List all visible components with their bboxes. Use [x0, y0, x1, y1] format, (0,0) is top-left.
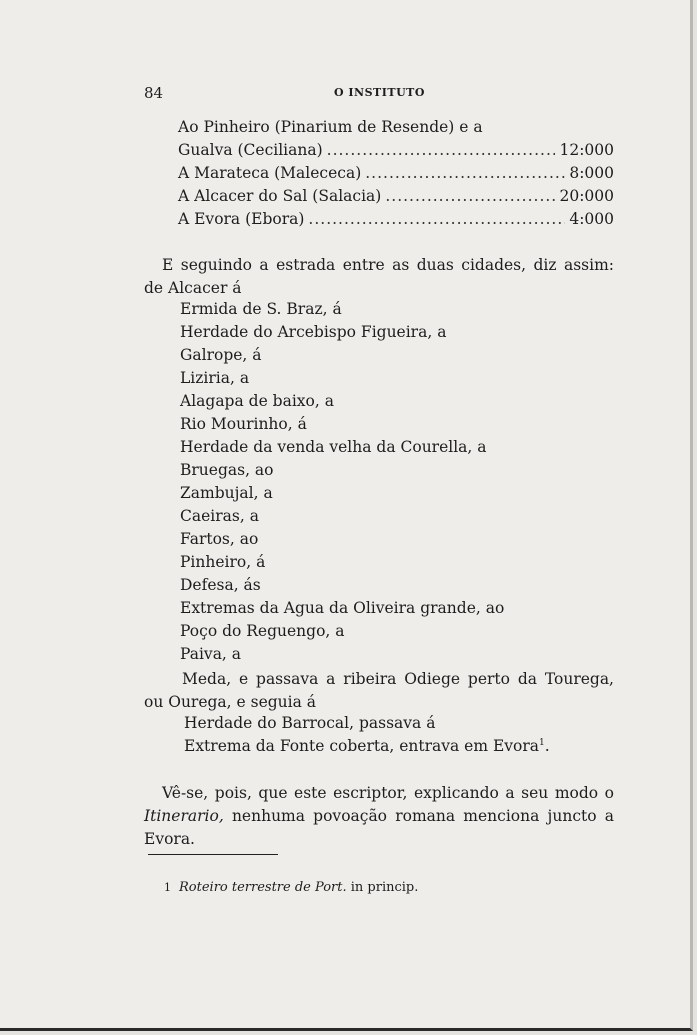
itinerary-stop: Herdade do Barrocal, passava á: [184, 714, 436, 732]
itinerary-stop: Caeiras, a: [180, 507, 259, 525]
route-row-2: [178, 141, 614, 164]
footnote-italic-title: Roteiro terrestre de Port.: [179, 880, 347, 895]
footnote-rule: [148, 854, 278, 855]
itinerary-stop: Galrope, á: [180, 346, 262, 364]
itinerary-stop: Poço do Reguengo, a: [180, 622, 345, 640]
itinerary-stop: Herdade do Arcebispo Figueira, a: [180, 323, 447, 341]
route-row-1: [178, 118, 614, 141]
stop-text: Extrema da Fonte coberta, entrava em Evora: [184, 737, 540, 755]
route-distance-list: [178, 118, 614, 233]
conclusion-text-start: Vê-se, pois, que este escriptor, explicando a seu modo o: [162, 784, 614, 802]
itinerary-stop: Defesa, ás: [180, 576, 261, 594]
itinerary-stop: Pinheiro, á: [180, 553, 266, 571]
dot-leader: [385, 187, 555, 205]
footnote-text: in princip.: [346, 880, 419, 895]
itinerary-stop: Alagapa de baixo, a: [180, 392, 334, 410]
itinerary-stop: Bruegas, ao: [180, 461, 274, 479]
itinerary-stop: Rio Mourinho, á: [180, 415, 307, 433]
dot-leader: [365, 164, 565, 182]
route-distance: 4:000: [569, 210, 614, 228]
itinerary-stop: Zambujal, a: [180, 484, 273, 502]
itinerary-stop: Extremas da Agua da Oliveira grande, ao: [180, 599, 505, 617]
route-row-4: [178, 187, 614, 210]
route-name: Ao Pinheiro (Pinarium de Resende) e a: [178, 118, 483, 136]
route-name: A Evora (Ebora): [178, 210, 305, 228]
route-distance: 8:000: [569, 164, 614, 182]
itinerary-stop-list-end: [184, 714, 614, 760]
intro-paragraph: E seguindo a estrada entre as duas cidades, diz assim: de Alcacer á: [144, 256, 614, 297]
route-distance: 12:000: [559, 141, 614, 159]
itinerary-stop-final: [184, 737, 614, 760]
route-row-5: [178, 210, 614, 233]
route-name: A Alcacer do Sal (Salacia): [178, 187, 382, 205]
conclusion-paragraph: [144, 782, 614, 851]
route-name: Gualva (Ceciliana): [178, 141, 323, 159]
route-distance: 20:000: [559, 187, 614, 205]
itinerario-italic: Itinerario,: [144, 807, 224, 825]
stop-period: .: [544, 737, 550, 755]
itinerary-stop: Paiva, a: [180, 645, 242, 663]
conclusion-text-end: nenhuma povoação romana menciona juncto a Evora.: [144, 807, 614, 848]
dot-leader: [308, 210, 565, 228]
footnote: [164, 880, 418, 895]
itinerary-stop: Ermida de S. Braz, á: [180, 300, 342, 318]
itinerary-stop: Herdade da venda velha da Courella, a: [180, 438, 487, 456]
meda-paragraph: Meda, e passava a ribeira Odiege perto da Tourega, ou Ourega, e seguia á: [144, 670, 614, 711]
itinerary-stop: Liziria, a: [180, 369, 250, 387]
dot-leader: [327, 141, 556, 159]
itinerary-stop-list: [180, 300, 614, 668]
route-name: A Marateca (Malececa): [178, 164, 362, 182]
page-header: [144, 84, 614, 104]
footnote-mark: 1: [164, 881, 171, 894]
page-number: 84: [144, 84, 164, 102]
itinerary-stop: Fartos, ao: [180, 530, 259, 548]
footnote-reference: 1: [539, 737, 545, 748]
route-row-3: [178, 164, 614, 187]
running-title: O INSTITUTO: [334, 86, 425, 99]
